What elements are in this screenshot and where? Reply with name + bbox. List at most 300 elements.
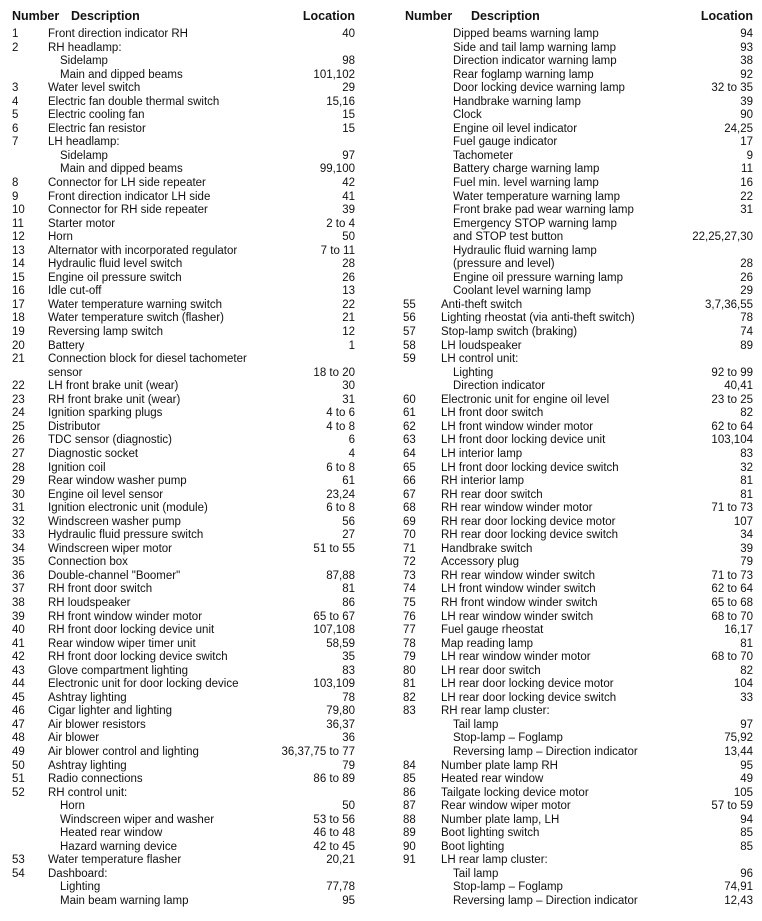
item-location: 86 (342, 596, 355, 609)
table-row (403, 895, 753, 909)
item-description: Coolant level warning lamp (453, 285, 592, 298)
item-description: and STOP test button (453, 231, 564, 244)
item-location: 85 (740, 827, 753, 840)
item-description: Side and tail lamp warning lamp (453, 41, 617, 54)
item-description: Distributor (48, 420, 101, 433)
table-row (10, 231, 355, 245)
item-description: Dashboard: (48, 867, 108, 880)
table-row (10, 678, 355, 692)
item-number: 3 (12, 82, 19, 95)
item-description: Boot lighting switch (441, 827, 540, 840)
table-row (403, 543, 753, 557)
item-number: 68 (403, 502, 416, 515)
item-location: 16,17 (724, 624, 753, 637)
table-row (10, 760, 355, 774)
item-number: 16 (12, 285, 25, 298)
item-description: RH loudspeaker (48, 596, 131, 609)
item-number: 50 (12, 759, 25, 772)
table-row (403, 692, 753, 706)
item-location: 9 (746, 149, 753, 162)
item-number: 30 (12, 488, 25, 501)
table-row (10, 177, 355, 191)
item-location: 34 (740, 529, 753, 542)
item-location: 53 to 56 (313, 813, 355, 826)
table-row (403, 96, 753, 110)
item-description: RH front door locking device unit (48, 624, 215, 637)
item-location: 68 to 70 (711, 651, 753, 664)
table-row (10, 69, 355, 83)
table-row (403, 136, 753, 150)
item-number: 2 (12, 41, 19, 54)
table-row (10, 394, 355, 408)
table-row (403, 123, 753, 137)
table-row (10, 692, 355, 706)
item-number: 9 (12, 190, 19, 203)
item-description: Reversing lamp – Direction indicator (453, 745, 638, 758)
item-number: 8 (12, 177, 19, 190)
item-location: 2 to 4 (326, 217, 355, 230)
table-row (10, 556, 355, 570)
item-number: 71 (403, 542, 416, 555)
table-row (10, 123, 355, 137)
item-description: Engine oil pressure switch (48, 271, 182, 284)
item-description: LH front door locking device switch (441, 461, 619, 474)
table-row (403, 191, 753, 205)
item-description: sensor (48, 366, 83, 379)
item-number: 42 (12, 651, 25, 664)
item-number: 47 (12, 718, 25, 731)
table-row (403, 326, 753, 340)
table-row (10, 421, 355, 435)
item-description: LH rear window winder switch (441, 610, 594, 623)
item-description: Hydraulic fluid warning lamp (453, 244, 597, 257)
item-number: 34 (12, 542, 25, 555)
table-row (403, 773, 753, 787)
item-location: 83 (740, 447, 753, 460)
table-row (10, 434, 355, 448)
item-description: Water temperature flasher (48, 854, 182, 867)
item-location: 38 (740, 55, 753, 68)
item-location: 79 (342, 759, 355, 772)
item-number: 49 (12, 745, 25, 758)
item-number: 81 (403, 678, 416, 691)
item-description: Water temperature warning lamp (453, 190, 621, 203)
item-location: 4 to 6 (326, 407, 355, 420)
table-row (10, 475, 355, 489)
item-description: Reversing lamp switch (48, 326, 164, 339)
item-description: RH rear door locking device switch (441, 529, 619, 542)
item-description: Connection block for diesel tachometer (48, 353, 247, 366)
item-number: 65 (403, 461, 416, 474)
item-description: RH interior lamp (441, 475, 525, 488)
table-row (10, 28, 355, 42)
item-location: 71 to 73 (711, 569, 753, 582)
table-row (403, 800, 753, 814)
item-number: 45 (12, 691, 25, 704)
item-location: 49 (740, 773, 753, 786)
item-location: 62 to 64 (711, 583, 753, 596)
table-row (10, 611, 355, 625)
header-location: Location (700, 9, 753, 23)
item-description: RH front brake unit (wear) (48, 393, 181, 406)
table-row (403, 665, 753, 679)
table-row (403, 312, 753, 326)
item-description: Diagnostic socket (48, 447, 139, 460)
table-row (10, 638, 355, 652)
item-number: 19 (12, 326, 25, 339)
item-location: 81 (740, 637, 753, 650)
item-number: 37 (12, 583, 25, 596)
table-row (403, 502, 753, 516)
item-number: 78 (403, 637, 416, 650)
table-row (10, 407, 355, 421)
item-location: 98 (342, 55, 355, 68)
item-location: 94 (740, 28, 753, 40)
item-description: Heated rear window (60, 827, 163, 840)
item-description: Horn (60, 800, 85, 813)
table-row (10, 597, 355, 611)
table-row (403, 462, 753, 476)
item-location: 40 (342, 28, 355, 40)
table-row (403, 651, 753, 665)
item-number: 53 (12, 854, 25, 867)
item-description: Hydraulic fluid pressure switch (48, 529, 204, 542)
item-location: 85 (740, 840, 753, 853)
table-row (403, 881, 753, 895)
item-description: LH front door switch (441, 407, 544, 420)
item-description: Alternator with incorporated regulator (48, 244, 238, 257)
table-row (403, 42, 753, 56)
item-number: 67 (403, 488, 416, 501)
item-description: Direction indicator warning lamp (453, 55, 617, 68)
item-number: 20 (12, 339, 25, 352)
item-location: 46 to 48 (313, 827, 355, 840)
item-description: Air blower (48, 732, 100, 745)
left-rows (10, 28, 355, 909)
item-number: 21 (12, 353, 25, 366)
item-number: 43 (12, 664, 25, 677)
table-row (10, 881, 355, 895)
item-description: Boot lighting (441, 840, 505, 853)
item-description: Air blower control and lighting (48, 745, 199, 758)
table-row (10, 719, 355, 733)
left-column (10, 6, 355, 909)
item-location: 96 (740, 867, 753, 880)
item-number: 35 (12, 556, 25, 569)
item-number: 57 (403, 326, 416, 339)
item-location: 39 (740, 542, 753, 555)
item-description: Main and dipped beams (60, 68, 183, 81)
item-description: Handbrake warning lamp (453, 95, 581, 108)
item-number: 10 (12, 204, 25, 217)
item-description: Windscreen wiper motor (48, 542, 172, 555)
item-number: 62 (403, 420, 416, 433)
table-row (403, 69, 753, 83)
table-row (10, 800, 355, 814)
item-description: Stop-lamp – Foglamp (453, 732, 563, 745)
item-location: 40,41 (724, 380, 753, 393)
item-location: 6 to 8 (326, 502, 355, 515)
table-row (10, 529, 355, 543)
item-number: 90 (403, 840, 416, 853)
item-location: 61 (342, 475, 355, 488)
item-location: 11 (741, 163, 753, 176)
item-location: 89 (740, 339, 753, 352)
table-row (10, 109, 355, 123)
item-description: Handbrake switch (441, 542, 533, 555)
item-location: 28 (740, 258, 753, 271)
table-row (403, 678, 753, 692)
item-description: LH front window winder switch (441, 583, 596, 596)
right-header (403, 6, 753, 28)
item-description: Starter motor (48, 217, 116, 230)
item-description: Hazard warning device (60, 840, 177, 853)
item-description: Electronic unit for door locking device (48, 678, 239, 691)
table-row (403, 827, 753, 841)
item-location: 78 (342, 691, 355, 704)
item-location: 50 (342, 231, 355, 244)
item-number: 11 (12, 217, 24, 230)
header-location: Location (302, 9, 355, 23)
item-location: 56 (342, 515, 355, 528)
table-row (403, 204, 753, 218)
item-number: 79 (403, 651, 416, 664)
table-row (10, 814, 355, 828)
table-row (10, 746, 355, 760)
item-description: Tail lamp (453, 867, 499, 880)
item-number: 25 (12, 420, 25, 433)
item-description: Map reading lamp (441, 637, 534, 650)
item-location: 58,59 (326, 637, 355, 650)
item-description: Front direction indicator LH side (48, 190, 211, 203)
table-row (10, 624, 355, 638)
item-number: 14 (12, 258, 25, 271)
item-location: 57 to 59 (711, 800, 753, 813)
item-description: LH rear door switch (441, 664, 541, 677)
item-location: 74 (740, 326, 753, 339)
item-number: 26 (12, 434, 25, 447)
item-description: Main and dipped beams (60, 163, 183, 176)
table-row (10, 340, 355, 354)
item-description: Lighting rheostat (via anti-theft switch) (441, 312, 635, 325)
table-row (403, 434, 753, 448)
item-description: LH headlamp: (48, 136, 120, 149)
item-description: Fuel gauge indicator (453, 136, 558, 149)
item-description: Reversing lamp – Direction indicator (453, 895, 638, 907)
item-number: 31 (12, 502, 25, 515)
table-row (403, 163, 753, 177)
item-location: 99,100 (319, 163, 355, 176)
item-location: 42 (342, 177, 355, 190)
item-location: 28 (342, 258, 355, 271)
item-number: 73 (403, 569, 416, 582)
item-number: 85 (403, 773, 416, 786)
table-row (403, 407, 753, 421)
item-number: 41 (12, 637, 25, 650)
item-number: 70 (403, 529, 416, 542)
item-description: RH front window winder motor (48, 610, 203, 623)
item-description: TDC sensor (diagnostic) (48, 434, 172, 447)
table-row (403, 570, 753, 584)
item-description: LH rear lamp cluster: (441, 854, 548, 867)
item-number: 24 (12, 407, 25, 420)
item-location: 79,80 (326, 705, 355, 718)
item-number: 15 (12, 271, 25, 284)
item-number: 7 (12, 136, 19, 149)
item-description: Tail lamp (453, 718, 499, 731)
item-description: Water temperature warning switch (48, 298, 223, 311)
item-number: 72 (403, 556, 416, 569)
header-description: Description (71, 9, 140, 23)
item-location: 83 (342, 664, 355, 677)
item-description: Water level switch (48, 82, 141, 95)
item-description: RH rear window winder motor (441, 502, 593, 515)
item-location: 29 (740, 285, 753, 298)
item-description: RH rear door switch (441, 488, 543, 501)
item-number: 1 (12, 28, 19, 40)
table-row (10, 163, 355, 177)
item-location: 93 (740, 41, 753, 54)
table-row (403, 421, 753, 435)
right-rows (403, 28, 753, 909)
table-row (403, 760, 753, 774)
table-row (403, 556, 753, 570)
table-row (10, 285, 355, 299)
table-row (10, 55, 355, 69)
table-row (403, 82, 753, 96)
item-location: 74,91 (724, 881, 753, 894)
item-number: 60 (403, 393, 416, 406)
header-number: Number (12, 9, 60, 23)
item-location: 32 (740, 461, 753, 474)
item-number: 52 (12, 786, 25, 799)
item-number: 33 (12, 529, 25, 542)
item-description: RH rear lamp cluster: (441, 705, 550, 718)
item-description: Tachometer (453, 149, 514, 162)
item-description: (pressure and level) (453, 258, 555, 271)
item-location: 62 to 64 (711, 420, 753, 433)
table-row (10, 651, 355, 665)
item-location: 39 (342, 204, 355, 217)
table-row (10, 380, 355, 394)
item-location: 36,37,75 to 77 (281, 745, 355, 758)
table-row (403, 448, 753, 462)
table-row (403, 814, 753, 828)
item-description: Number plate lamp RH (441, 759, 558, 772)
table-row (403, 732, 753, 746)
table-row (403, 719, 753, 733)
item-description: Engine oil level sensor (48, 488, 164, 501)
item-number: 5 (12, 109, 19, 122)
item-location: 21 (342, 312, 355, 325)
item-location: 103,109 (313, 678, 355, 691)
item-description: Lighting (453, 366, 494, 379)
item-number: 55 (403, 298, 416, 311)
item-location: 82 (740, 664, 753, 677)
item-description: Battery charge warning lamp (453, 163, 600, 176)
item-location: 6 to 8 (326, 461, 355, 474)
item-number: 61 (403, 407, 416, 420)
item-description: Emergency STOP warning lamp (453, 217, 617, 230)
item-description: Rear window wiper timer unit (48, 637, 196, 650)
item-location: 95 (342, 895, 355, 907)
item-number: 76 (403, 610, 416, 623)
item-description: Stop-lamp switch (braking) (441, 326, 578, 339)
table-row (10, 245, 355, 259)
item-location: 17 (740, 136, 753, 149)
item-location: 78 (740, 312, 753, 325)
item-location: 4 (348, 447, 355, 460)
item-location: 92 (740, 68, 753, 81)
table-row (403, 177, 753, 191)
item-location: 105 (733, 786, 753, 799)
table-row (403, 340, 753, 354)
item-location: 104 (733, 678, 753, 691)
table-row (10, 570, 355, 584)
item-location: 13 (342, 285, 355, 298)
item-description: Ignition electronic unit (module) (48, 502, 208, 515)
table-row (403, 55, 753, 69)
item-description: Sidelamp (60, 149, 108, 162)
item-description: Ignition coil (48, 461, 106, 474)
item-location: 23 to 25 (711, 393, 753, 406)
table-row (10, 665, 355, 679)
item-description: Ignition sparking plugs (48, 407, 163, 420)
table-row (10, 353, 355, 367)
item-number: 6 (12, 122, 19, 135)
item-location: 18 to 20 (313, 366, 355, 379)
table-row (10, 543, 355, 557)
table-row (10, 96, 355, 110)
item-location: 82 (740, 407, 753, 420)
table-row (403, 150, 753, 164)
table-row (403, 489, 753, 503)
item-location: 15,16 (326, 95, 355, 108)
item-description: Rear foglamp warning lamp (453, 68, 594, 81)
item-location: 35 (342, 651, 355, 664)
item-description: Clock (453, 109, 482, 122)
item-description: LH rear window winder motor (441, 651, 591, 664)
item-number: 46 (12, 705, 25, 718)
table-row (10, 489, 355, 503)
item-location: 86 to 89 (313, 773, 355, 786)
table-row (403, 218, 753, 232)
item-number: 84 (403, 759, 416, 772)
item-location: 26 (740, 271, 753, 284)
table-row (10, 150, 355, 164)
item-description: Lighting (60, 881, 101, 894)
item-description: Ashtray lighting (48, 691, 127, 704)
table-row (10, 326, 355, 340)
item-description: LH rear door locking device switch (441, 691, 617, 704)
item-location: 29 (342, 82, 355, 95)
item-description: LH front brake unit (wear) (48, 380, 179, 393)
header-number: Number (405, 9, 453, 23)
table-row (10, 136, 355, 150)
item-location: 31 (740, 204, 753, 217)
item-description: Connector for RH side repeater (48, 204, 208, 217)
item-description: Electric fan resistor (48, 122, 146, 135)
item-location: 103,104 (711, 434, 753, 447)
item-description: Radio connections (48, 773, 143, 786)
table-row (10, 204, 355, 218)
header-description: Description (471, 9, 540, 23)
table-row (10, 583, 355, 597)
item-description: Cigar lighter and lighting (48, 705, 173, 718)
item-description: Direction indicator (453, 380, 546, 393)
table-row (403, 285, 753, 299)
item-number: 56 (403, 312, 416, 325)
